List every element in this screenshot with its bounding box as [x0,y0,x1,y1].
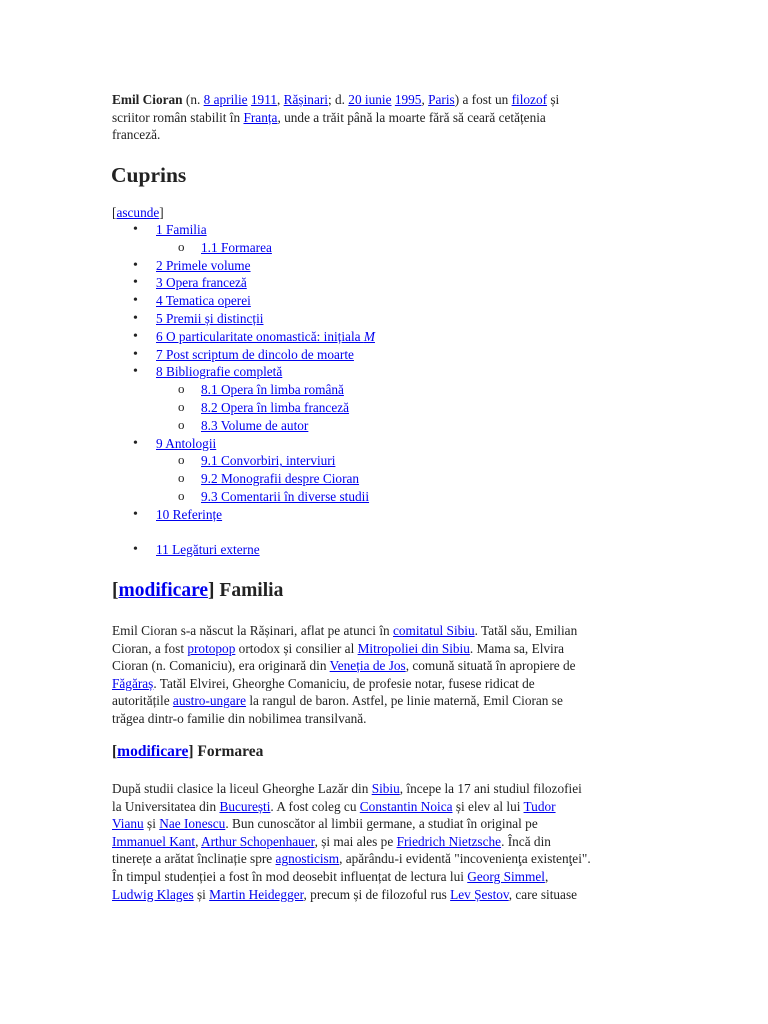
paragraph-line [112,815,634,833]
toc-link[interactable]: 3 Opera franceză [156,275,247,291]
subject-name: Emil Cioran [112,92,183,107]
toc-link[interactable]: 7 Post scriptum de dincolo de moarte [156,346,354,362]
inline-text: . Bun cunoscător al limbii germane, a studiat în original pe [225,816,538,832]
intro-text: ; d. [327,92,349,107]
inline-link[interactable]: Lev Șestov [450,886,509,902]
inline-link[interactable]: București [219,798,271,814]
inline-text: , care situase [508,886,578,902]
inline-link[interactable]: Tudor [523,798,556,814]
paragraph-formarea [112,780,634,903]
inline-link[interactable]: Constantin Noica [359,798,453,814]
inline-text: și elev al lui [452,798,524,814]
toc-item [112,292,632,310]
toc-link[interactable]: 2 Primele volume [156,257,251,273]
toc-link[interactable]: 1 Familia [156,222,207,237]
intro-line-2 [112,109,632,127]
inline-link[interactable]: Immanuel Kant [112,833,196,849]
inline-text: , apărându-i evidentă "incovenienţa existenţei". [339,851,591,867]
toc-link[interactable]: 11 Legături externe [156,541,260,557]
toc-title: Cuprins [111,163,187,187]
inline-text: , [544,868,549,884]
toc-item [112,435,632,453]
inline-link[interactable]: Nae Ionescu [159,816,226,832]
link-birth-day[interactable]: 8 aprilie [203,92,248,107]
section-heading-familia [112,578,283,604]
inline-text: ortodox și consilier al [235,640,358,656]
toc-hide-link[interactable]: ascunde [116,205,160,220]
intro-line-3: franceză. [112,127,161,143]
paragraph-line [112,833,634,851]
toc-item [112,470,632,488]
inline-link[interactable]: Martin Heidegger [209,886,304,902]
paragraph-line [112,675,634,693]
inline-text: . A fost coleg cu [270,798,360,814]
inline-text: autoritățile [112,693,173,709]
inline-link[interactable]: Georg Simmel [467,868,545,884]
link-birth-year[interactable]: 1911 [250,92,277,107]
inline-text: . Tatăl său, Emilian [474,623,578,638]
toc-link[interactable]: 8 Bibliografie completă [156,364,283,380]
toc-item [112,274,632,292]
toc-link[interactable]: 6 O particularitate onomastică: inițiala M [156,328,375,344]
toc-item [112,310,632,328]
section-title: Formarea [193,743,264,760]
inline-link[interactable]: Ludwig Klages [112,886,194,902]
intro-text: și [547,92,560,107]
inline-text: trăgea dintr-o familie din nobilimea transilvană. [112,710,367,726]
intro-text: (n. [182,92,204,107]
link-death-day[interactable]: 20 iunie [348,92,392,107]
toc-link[interactable]: 9.3 Comentarii în diverse studii [201,488,370,504]
bracket: [ [112,580,119,601]
link-filozof[interactable]: filozof [511,92,548,107]
inline-text: . Încă din [501,833,551,849]
bracket: [ [112,205,117,220]
inline-link[interactable]: agnosticism [275,851,340,867]
inline-text: la Universitatea din [112,798,220,814]
section-title: Familia [214,580,284,601]
bracket: ] [208,580,215,601]
toc-link[interactable]: 9.1 Convorbiri, interviuri [201,453,336,469]
toc-link[interactable]: 8.1 Opera în limba română [201,382,344,398]
toc-item [112,328,632,346]
toc-toggle [112,204,632,222]
inline-text: În timpul studenției a fost în mod deosebit influențat de lectura lui [112,868,468,884]
paragraph-line [112,886,634,904]
toc-link[interactable]: 10 Referințe [156,506,223,522]
inline-text: la rangul de baron. Astfel, pe linie maternă, Emil Cioran se [246,693,563,709]
toc-item [112,239,632,257]
paragraph-line [112,622,634,640]
inline-text: Emil Cioran s-a născut la Rășinari, aflat pe atunci în [112,623,393,638]
paragraph-line [112,640,634,658]
toc-item [112,506,632,524]
toc-item [112,452,632,470]
inline-link[interactable]: protopop [187,640,236,656]
inline-text: Cioran, a fost [112,640,188,656]
inline-link[interactable]: comitatul Sibiu [393,623,475,638]
toc-link[interactable]: 5 Premii și distincții [156,310,264,326]
edit-link-formarea[interactable]: modificare [117,743,189,760]
paragraph-line [112,780,634,798]
toc-link[interactable]: 4 Tematica operei [156,293,251,309]
intro-text: scriitor român stabilit în [112,109,244,125]
toc-item [112,381,632,399]
paragraph-line [112,710,634,728]
intro-text: ) a fost un [454,92,512,107]
link-death-place[interactable]: Paris [428,92,455,107]
link-franta[interactable]: Franța [243,109,278,125]
toc-link-italic: M [363,328,375,344]
toc-item [112,221,632,239]
link-death-year[interactable]: 1995 [394,92,422,107]
paragraph-line [112,798,634,816]
toc-item [112,417,632,435]
edit-link-familia[interactable]: modificare [118,580,209,601]
inline-link[interactable]: Vianu [112,816,144,832]
inline-text: Cioran (n. Comaniciu), era originară din [112,658,330,674]
toc-item [112,257,632,275]
paragraph-line [112,868,634,886]
bracket: ] [159,205,164,220]
intro-paragraph [112,91,632,144]
inline-text: și [193,886,210,902]
link-birth-place[interactable]: Rășinari [283,92,328,107]
inline-link[interactable]: Făgăraș [112,675,154,691]
paragraph-familia [112,622,634,728]
inline-text: , precum și de filozoful rus [303,886,451,902]
toc-link[interactable]: 8.2 Opera în limba franceză [201,399,350,415]
inline-text: , comună situată în apropiere de [405,658,576,674]
inline-link[interactable]: Arthur Schopenhauer [201,833,315,849]
inline-link[interactable]: Veneția de Jos [329,658,406,674]
bracket: [ [112,743,118,760]
toc-item [112,399,632,417]
inline-text: și [143,816,160,832]
inline-text: După studii clasice la liceul Gheorghe Lazăr din [112,781,372,796]
intro-line-1: Emil Cioran (n. 8 aprilie 1911, Rășinari; d. 20 iunie 1995, Paris) a fost un filozof și [112,92,560,107]
paragraph-line [112,850,634,868]
inline-link[interactable]: Mitropoliei din Sibiu [357,640,470,656]
toc-link[interactable]: 1.1 Formarea [201,239,272,255]
toc-item [112,346,632,364]
toc-link[interactable]: 9 Antologii [156,435,217,451]
paragraph-line [112,657,634,675]
inline-text: , și mai ales pe [314,833,397,849]
toc-link[interactable]: 8.3 Volume de autor [201,417,309,433]
inline-text: , începe la 17 ani studiul filozofiei [399,781,582,796]
toc-item [112,541,632,559]
inline-text: . Mama sa, Elvira [469,640,565,656]
toc-item [112,363,632,381]
toc-link[interactable]: 9.2 Monografii despre Cioran [201,471,360,487]
intro-text: , unde a trăit până la moarte fără să ceară cetățenia [277,109,546,125]
toc-list [112,221,632,558]
inline-link[interactable]: Friedrich Nietzsche [396,833,502,849]
paragraph-line [112,692,634,710]
inline-link[interactable]: Sibiu [371,781,400,796]
toc-item [112,488,632,506]
inline-text: tinerețe a arătat înclinație spre [112,851,276,867]
section-heading-formarea [112,742,263,762]
inline-text: . Tatăl Elvirei, Gheorghe Comaniciu, de profesie notar, fusese ridicat de [153,675,535,691]
inline-link[interactable]: austro-ungare [172,693,247,709]
inline-text: , [195,833,202,849]
bracket: ] [188,743,194,760]
